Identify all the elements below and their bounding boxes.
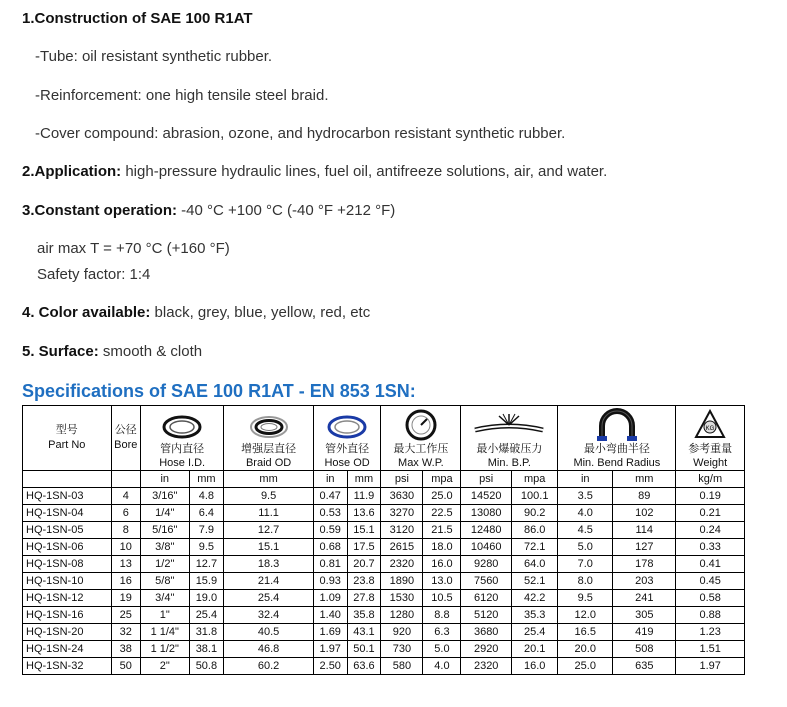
table-cell: 10460 [461,539,512,556]
table-cell: HQ-1SN-16 [23,607,112,624]
table-cell: 2320 [381,556,423,573]
table-cell: HQ-1SN-10 [23,573,112,590]
unit-cell: psi [461,471,512,488]
table-cell: 13 [111,556,141,573]
table-cell: 10.5 [423,590,461,607]
table-row [23,590,745,607]
table-cell: 5/8" [141,573,189,590]
table-cell: 12480 [461,522,512,539]
table-cell: 8.0 [558,573,613,590]
table-cell: 52.1 [511,573,557,590]
pressure-gauge-icon [381,406,461,443]
hose-id-en: Hose I.D. [141,456,224,471]
table-cell: 4 [111,488,141,505]
table-cell: 25.0 [423,488,461,505]
table-row [23,488,745,505]
table-cell: 64.0 [511,556,557,573]
table-cell: 20.7 [347,556,381,573]
table-cell: 6120 [461,590,512,607]
table-cell: 3120 [381,522,423,539]
table-cell: 23.8 [347,573,381,590]
table-cell: 6.4 [189,505,224,522]
table-cell: 0.53 [313,505,347,522]
table-cell: 15.1 [347,522,381,539]
table-cell: 0.58 [676,590,745,607]
table-cell: 16.0 [511,658,557,675]
table-cell: 21.5 [423,522,461,539]
bend-radius-icon [558,406,676,443]
unit-cell: in [141,471,189,488]
table-cell: 1.40 [313,607,347,624]
table-cell: 12.7 [189,556,224,573]
table-cell: 25.4 [511,624,557,641]
table-cell: 16.0 [423,556,461,573]
table-cell: HQ-1SN-12 [23,590,112,607]
table-cell: 38.1 [189,641,224,658]
table-cell: 11.9 [347,488,381,505]
table-cell: 46.8 [224,641,314,658]
table-cell: 5.0 [558,539,613,556]
table-cell: 13080 [461,505,512,522]
table-cell: 0.93 [313,573,347,590]
table-cell: HQ-1SN-04 [23,505,112,522]
table-cell: 40.5 [224,624,314,641]
table-cell: 35.3 [511,607,557,624]
table-cell: 4.8 [189,488,224,505]
table-cell: 3/4" [141,590,189,607]
table-cell: 305 [613,607,676,624]
table-cell: 20.0 [558,641,613,658]
table-cell: 0.68 [313,539,347,556]
table-cell: 419 [613,624,676,641]
table-cell: 508 [613,641,676,658]
min-bp-cn: 最小爆破压力 [461,442,558,456]
table-cell: 6.3 [423,624,461,641]
table-cell: 0.81 [313,556,347,573]
unit-cell: in [313,471,347,488]
table-cell: 100.1 [511,488,557,505]
unit-cell: mpa [511,471,557,488]
bore-cn: 公径 [114,424,137,436]
table-cell: 12.0 [558,607,613,624]
table-cell: 50.1 [347,641,381,658]
table-cell: 1" [141,607,189,624]
section-surface: 5. Surface: smooth & cloth [22,343,203,360]
construction-tube: -Tube: oil resistant synthetic rubber. [35,48,273,65]
part-no-cn: 型号 [55,424,78,436]
burst-hose-icon [461,406,558,443]
unit-cell: in [558,471,613,488]
table-cell: 1/2" [141,556,189,573]
table-cell: 9.5 [224,488,314,505]
table-cell: 0.45 [676,573,745,590]
hose-id-icon [141,406,224,443]
table-cell: 203 [613,573,676,590]
table-cell: 25.4 [189,607,224,624]
table-cell: 1.51 [676,641,745,658]
table-row [23,573,745,590]
table-cell: 15.1 [224,539,314,556]
table-cell: HQ-1SN-24 [23,641,112,658]
table-cell: 1 1/4" [141,624,189,641]
table-cell: 1.97 [313,641,347,658]
table-cell: 50 [111,658,141,675]
table-cell: 15.9 [189,573,224,590]
table-cell: 1.69 [313,624,347,641]
part-no-header [23,406,112,471]
table-cell: 0.24 [676,522,745,539]
table-cell: 0.59 [313,522,347,539]
table-cell: 580 [381,658,423,675]
svg-text:KG: KG [705,426,715,432]
table-cell: 50.8 [189,658,224,675]
section-construction-heading: 1.Construction of SAE 100 R1AT [22,10,253,27]
max-wp-en: Max W.P. [381,456,461,471]
unit-cell: kg/m [676,471,745,488]
table-cell: 8.8 [423,607,461,624]
table-cell: 32.4 [224,607,314,624]
spec-title: Specifications of SAE 100 R1AT - EN 853 1SN: [22,381,416,401]
table-cell: 127 [613,539,676,556]
max-wp-cn: 最大工作压 [381,442,461,456]
table-cell: 2" [141,658,189,675]
table-cell: HQ-1SN-08 [23,556,112,573]
units-row [23,471,745,488]
table-cell: 2320 [461,658,512,675]
section-constant-operation: 3.Constant operation: -40 °C +100 °C (-40 °F +212 °F) [22,202,396,219]
table-cell: 0.41 [676,556,745,573]
part-no-en: Part No [48,439,86,451]
bore-en: Bore [114,439,138,451]
table-cell: 7.0 [558,556,613,573]
table-cell: 2.50 [313,658,347,675]
table-cell: 9.5 [189,539,224,556]
table-cell: 4.0 [423,658,461,675]
table-cell: 1.09 [313,590,347,607]
air-max-temperature: air max T = +70 °C (+160 °F) [37,240,230,257]
table-cell: 178 [613,556,676,573]
section-application: 2.Application: high-pressure hydraulic lines, fuel oil, antifreeze solutions, air, and water. [22,163,608,180]
table-cell: HQ-1SN-05 [23,522,112,539]
table-cell: 3/16" [141,488,189,505]
table-cell: 27.8 [347,590,381,607]
table-cell: 13.0 [423,573,461,590]
table-row [23,658,745,675]
table-cell: 4.0 [558,505,613,522]
bend-radius-en: Min. Bend Radius [558,456,676,471]
table-row [23,607,745,624]
table-cell: 60.2 [224,658,314,675]
weight-icon [676,406,745,443]
weight-cn: 参考重量 [676,442,745,456]
table-cell: 90.2 [511,505,557,522]
table-row [23,624,745,641]
table-cell: 4.5 [558,522,613,539]
unit-cell: psi [381,471,423,488]
construction-cover: -Cover compound: abrasion, ozone, and hydrocarbon resistant synthetic rubber. [35,125,566,142]
table-cell: 8 [111,522,141,539]
units-part-blank [23,471,112,488]
table-cell: 25.4 [224,590,314,607]
table-cell: HQ-1SN-03 [23,488,112,505]
table-row [23,641,745,658]
table-cell: 1 1/2" [141,641,189,658]
icon-row [23,406,745,443]
table-cell: 19.0 [189,590,224,607]
table-cell: 21.4 [224,573,314,590]
construction-reinforcement: -Reinforcement: one high tensile steel braid. [35,87,329,104]
unit-cell: mm [224,471,314,488]
table-cell: 1280 [381,607,423,624]
table-cell: 17.5 [347,539,381,556]
table-cell: 11.1 [224,505,314,522]
weight-en: Weight [676,456,745,471]
table-cell: 22.5 [423,505,461,522]
table-cell: 18.0 [423,539,461,556]
table-cell: 3/8" [141,539,189,556]
table-cell: 10 [111,539,141,556]
spec-rows [23,488,745,675]
table-cell: 3630 [381,488,423,505]
safety-factor: Safety factor: 1:4 [37,266,151,283]
table-cell: HQ-1SN-20 [23,624,112,641]
table-cell: 7560 [461,573,512,590]
table-cell: 20.1 [511,641,557,658]
table-cell: 89 [613,488,676,505]
table-cell: 16.5 [558,624,613,641]
table-cell: 5120 [461,607,512,624]
table-cell: 63.6 [347,658,381,675]
unit-cell: mm [613,471,676,488]
hose-id-cn: 管内直径 [141,442,224,456]
min-bp-en: Min. B.P. [461,456,558,471]
hose-od-icon [313,406,380,443]
braid-od-en: Braid OD [224,456,314,471]
table-cell: 3680 [461,624,512,641]
table-cell: 12.7 [224,522,314,539]
braid-od-icon [224,406,314,443]
table-cell: 635 [613,658,676,675]
table-cell: 42.2 [511,590,557,607]
table-cell: HQ-1SN-06 [23,539,112,556]
table-cell: 1890 [381,573,423,590]
table-cell: 38 [111,641,141,658]
table-cell: 2920 [461,641,512,658]
table-cell: 730 [381,641,423,658]
table-cell: 2615 [381,539,423,556]
table-cell: 7.9 [189,522,224,539]
table-cell: 3270 [381,505,423,522]
table-cell: 25 [111,607,141,624]
table-cell: 0.19 [676,488,745,505]
table-cell: 6 [111,505,141,522]
table-cell: 241 [613,590,676,607]
table-cell: 1.23 [676,624,745,641]
units-bore-blank [111,471,141,488]
table-cell: 5.0 [423,641,461,658]
table-row [23,556,745,573]
table-cell: 114 [613,522,676,539]
table-cell: 43.1 [347,624,381,641]
table-cell: 9280 [461,556,512,573]
table-row [23,539,745,556]
table-cell: 3.5 [558,488,613,505]
bend-radius-cn: 最小弯曲半径 [558,442,676,456]
unit-cell: mpa [423,471,461,488]
hose-od-cn: 管外直径 [313,442,380,456]
table-cell: 920 [381,624,423,641]
table-cell: 16 [111,573,141,590]
spec-table [22,405,745,675]
table-cell: 5/16" [141,522,189,539]
table-cell: 1.97 [676,658,745,675]
table-cell: 13.6 [347,505,381,522]
table-cell: 86.0 [511,522,557,539]
unit-cell: mm [347,471,381,488]
table-cell: 31.8 [189,624,224,641]
table-cell: 0.33 [676,539,745,556]
table-cell: 32 [111,624,141,641]
table-cell: 0.88 [676,607,745,624]
section-color: 4. Color available: black, grey, blue, yellow, red, etc [22,304,371,321]
table-cell: 9.5 [558,590,613,607]
table-cell: 1530 [381,590,423,607]
braid-od-cn: 增强层直径 [224,442,314,456]
table-cell: 1/4" [141,505,189,522]
table-cell: 35.8 [347,607,381,624]
table-cell: 72.1 [511,539,557,556]
table-cell: 14520 [461,488,512,505]
table-cell: HQ-1SN-32 [23,658,112,675]
unit-cell: mm [189,471,224,488]
table-cell: 18.3 [224,556,314,573]
table-cell: 0.47 [313,488,347,505]
table-cell: 102 [613,505,676,522]
table-row [23,505,745,522]
table-cell: 25.0 [558,658,613,675]
bore-header [111,406,141,471]
table-cell: 0.21 [676,505,745,522]
table-cell: 19 [111,590,141,607]
table-row [23,522,745,539]
hose-od-en: Hose OD [313,456,380,471]
